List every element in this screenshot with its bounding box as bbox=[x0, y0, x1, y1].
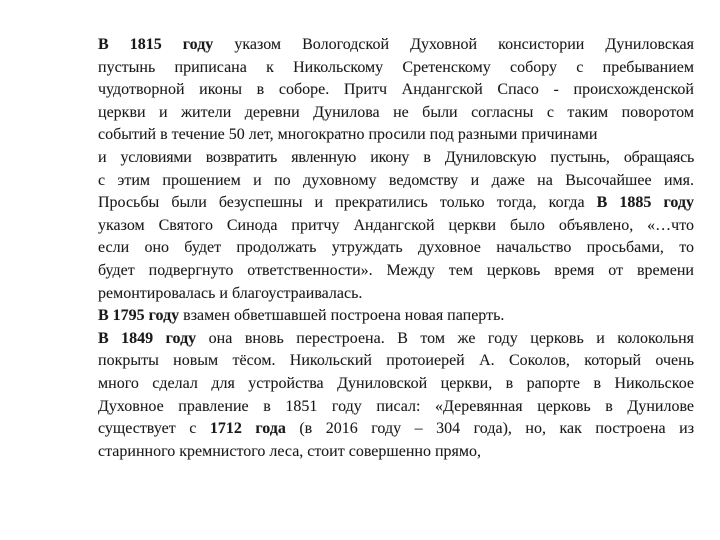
text-line bbox=[98, 147, 694, 170]
text-run: если оно будет продолжать утруждать духовное начальство просьбами, то bbox=[98, 239, 694, 257]
text-run: указом Святого Синода притчу Андангской церкви было объявлено, «…что bbox=[98, 216, 694, 234]
text-run: чудотворной иконы в соборе. Притч Андангской Спасо - происхожденской bbox=[98, 81, 694, 99]
text-run: много сделал для устройства Дуниловской церкви, в рапорте в Никольское bbox=[98, 374, 694, 392]
text-line bbox=[98, 441, 694, 464]
text-run: она вновь перестроена. В том же году церковь и колокольня bbox=[196, 329, 694, 347]
text-run: (в 2016 году – 304 года), но, как построена из bbox=[285, 420, 695, 438]
text-run: с этим прошением и по духовному ведомству и даже на Высочайшее имя. bbox=[98, 171, 694, 189]
text-run: событий в течение 50 лет, многократно просили под разными причинами bbox=[98, 126, 598, 144]
bold-date: В 1795 году bbox=[98, 307, 180, 325]
text-run: указом Вологодской Духовной консистории Дуниловская bbox=[213, 36, 694, 53]
text-run: будет подвергнуто ответственности». Между тем церковь время от времени bbox=[98, 261, 694, 279]
text-line bbox=[98, 373, 694, 396]
bold-date: 1712 года bbox=[209, 420, 286, 438]
text-line bbox=[98, 79, 694, 102]
text-run: старинного кремнистого леса, стоит совершенно прямо, bbox=[98, 442, 481, 460]
text-run: церкви и жители деревни Дунилова не были согласны с таким поворотом bbox=[98, 103, 694, 121]
text-line bbox=[98, 170, 694, 193]
text-run: покрыты новым тёсом. Никольский протоиерей А. Соколов, который очень bbox=[98, 352, 694, 370]
text-run: ремонтировалась и благоустраивалась. bbox=[98, 284, 363, 302]
text-line bbox=[98, 283, 694, 306]
text-line bbox=[98, 215, 694, 238]
text-line bbox=[98, 124, 694, 147]
text-line bbox=[98, 396, 694, 419]
bold-date: В 1885 году bbox=[596, 194, 694, 212]
text-line bbox=[98, 57, 694, 80]
text-line bbox=[98, 237, 694, 260]
text-line bbox=[98, 192, 694, 215]
bold-date: В 1849 году bbox=[98, 329, 197, 347]
text-run: Духовное правление в 1851 году писал: «Деревянная церковь в Дунилове bbox=[98, 397, 694, 415]
text-line bbox=[98, 328, 694, 351]
text-line bbox=[98, 418, 694, 441]
bold-date: В 1815 году bbox=[98, 36, 214, 53]
text-run: и условиями возвратить явленную икону в Дуниловскую пустынь, обращаясь bbox=[98, 148, 694, 166]
text-run: существует с bbox=[98, 420, 210, 438]
text-line bbox=[98, 350, 694, 373]
text-line bbox=[98, 34, 694, 57]
text-run: взамен обветшавшей построена новая паперть. bbox=[179, 307, 505, 325]
text-run: Просьбы были безуспешны и прекратились только тогда, когда bbox=[98, 194, 597, 212]
document-body bbox=[98, 34, 694, 463]
text-line bbox=[98, 102, 694, 125]
text-line bbox=[98, 305, 694, 328]
text-run: пустынь приписана к Никольскому Сретенскому собору с пребыванием bbox=[98, 58, 694, 76]
text-line bbox=[98, 260, 694, 283]
